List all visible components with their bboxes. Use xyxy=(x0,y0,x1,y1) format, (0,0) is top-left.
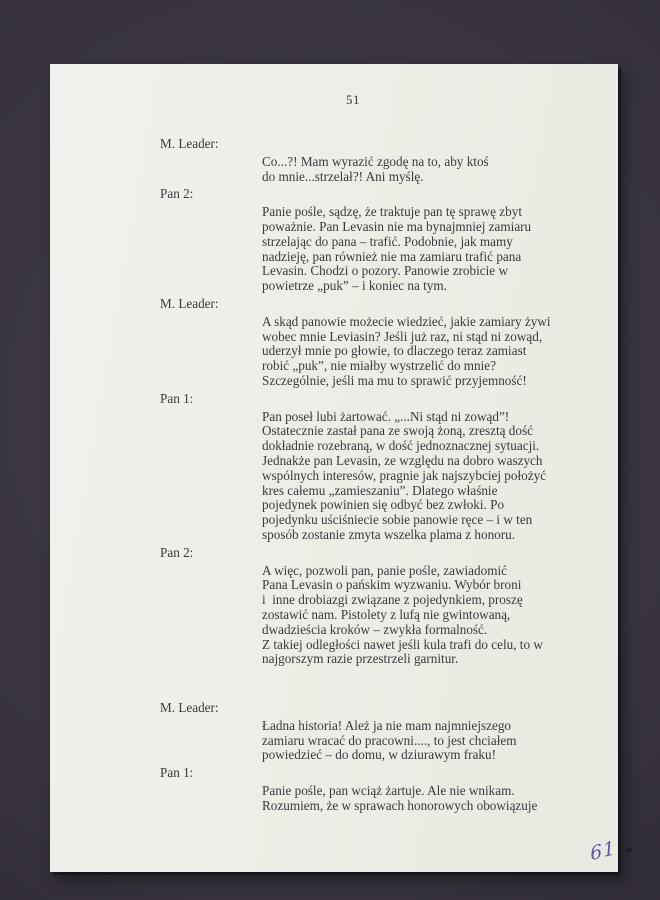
speech-text xyxy=(262,315,618,389)
speaker-label: M. Leader: xyxy=(160,700,219,716)
speech-text xyxy=(262,719,618,763)
speech-text xyxy=(262,205,618,294)
speech-line: wobec mnie Leviasin? Jeśli już raz, ni stąd ni zowąd, xyxy=(262,328,543,344)
speaker-label: M. Leader: xyxy=(160,136,219,151)
speaker-label: Pan 1: xyxy=(160,765,194,781)
speech-line: Szczególnie, jeśli ma mu to sprawić przyjemność! xyxy=(262,372,527,388)
speech-line: uderzył mnie po głowie, to dlaczego teraz zamiast xyxy=(262,343,527,359)
speech-line: i inne drobiazgi związane z pojedynkiem, proszę xyxy=(262,592,523,608)
dialogue-block xyxy=(50,546,618,667)
dialogue-blocks xyxy=(50,134,618,814)
speech-line: Pan poseł lubi żartować. „...Ni stąd ni zowąd”! xyxy=(262,408,510,424)
speech-line: do mnie...strzelał?! Ani myślę. xyxy=(262,168,424,184)
speech-line: dokładnie rozebraną, w dość jednoznacznej sytuacji. xyxy=(262,438,540,454)
speech-line: Ładna historia! Ależ ja nie mam najmniejszego xyxy=(262,717,512,733)
speech-line: poważnie. Pan Levasin nie ma bynajmniej zamiaru xyxy=(262,218,532,234)
dialogue-block xyxy=(50,392,618,543)
speech-line: Z takiej odległości nawet jeśli kula trafi do celu, to w xyxy=(262,636,543,652)
speech-line: dwadzieścia kroków – zwykła formalność. xyxy=(262,621,488,637)
speech-line: powietrze „puk” – i koniec na tym. xyxy=(262,278,447,294)
speech-line: Jednakże pan Levasin, ze względu na dobro waszych xyxy=(262,452,543,468)
speech-line: sposób zostanie zmyta wszelka plama z honoru. xyxy=(262,526,516,542)
speech-line: powiedzieć – do domu, w dziurawym fraku! xyxy=(262,747,497,763)
dialogue-block xyxy=(50,701,618,763)
dialogue-block xyxy=(50,766,618,813)
dialogue-block xyxy=(50,137,618,184)
dialogue-block xyxy=(50,187,618,294)
speech-line: nadzieję, pan również nie ma zamiaru trafić pana xyxy=(262,248,522,264)
speaker-label: M. Leader: xyxy=(160,295,219,311)
speech-line: zamiaru wracać do pracowni...., to jest chciałem xyxy=(262,732,517,748)
speech-line: najgorszym razie przestrzeli garnitur. xyxy=(262,651,459,667)
speech-line: A więc, pozwoli pan, panie pośle, zawiadomić xyxy=(262,562,507,578)
page-number: 51 xyxy=(346,92,360,107)
speech-line: kres całemu „zamieszaniu”. Dlatego właśnie xyxy=(262,482,498,498)
speech-line: Co...?! Mam wyrazić zgodę na to, aby ktoś xyxy=(262,153,489,169)
speech-line: zostawić nam. Pistolety z lufą nie gwintowaną, xyxy=(262,606,511,622)
speech-line: Rozumiem, że w sprawach honorowych obowiązuje xyxy=(262,797,538,813)
speech-text xyxy=(262,564,618,668)
speech-line: wspólnych interesów, pragnie jak najszybciej położyć xyxy=(262,467,547,483)
speech-text xyxy=(262,410,618,543)
speech-line: pojedynek powinien się odbyć bez zwłoki. Po xyxy=(262,497,505,513)
speech-line: Levasin. Chodzi o pozory. Panowie zrobicie w xyxy=(262,263,508,279)
speaker-label: Pan 2: xyxy=(160,186,194,202)
speech-text xyxy=(262,784,618,814)
handwritten-page-number: 61 xyxy=(589,836,617,866)
speech-line: strzelając do pana – trafić. Podobnie, jak mamy xyxy=(262,233,513,249)
speech-line: Panie pośle, pan wciąż żartuje. Ale nie wnikam. xyxy=(262,783,515,799)
document-page xyxy=(50,64,618,872)
speaker-label: Pan 2: xyxy=(160,544,194,560)
background-speck xyxy=(627,848,632,853)
speech-line: A skąd panowie możecie wiedzieć, jakie zamiary żywi xyxy=(262,313,551,329)
speech-line: Ostatecznie zastał pana ze swoją żoną, zresztą dość xyxy=(262,423,533,439)
speech-line: Panie pośle, sądzę, że traktuje pan tę sprawę zbyt xyxy=(262,204,522,220)
speaker-label: Pan 1: xyxy=(160,390,194,406)
speech-line: Pana Levasin o pańskim wyzwaniu. Wybór broni xyxy=(262,577,522,593)
speech-text xyxy=(262,155,618,185)
dialogue-block xyxy=(50,297,618,389)
speech-line: robić „puk”, nie miałby wystrzelić do mnie? xyxy=(262,358,497,374)
speech-line: pojedynku uściśniecie sobie panowie ręce – i w ten xyxy=(262,512,533,528)
